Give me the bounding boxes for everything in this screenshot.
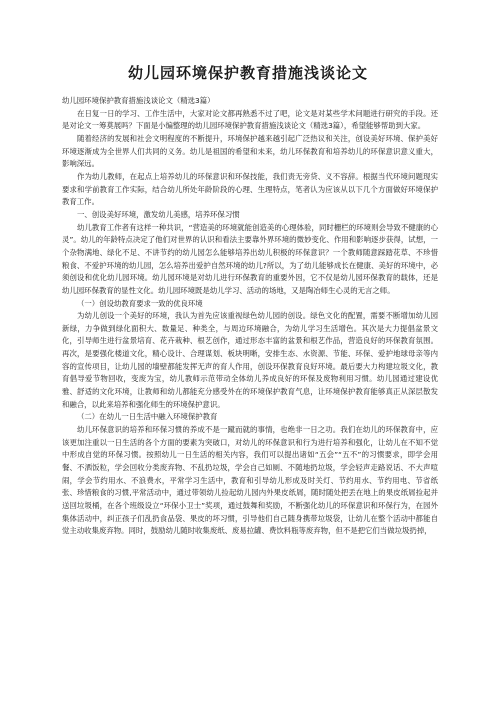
paragraph: 作为幼儿教师，在起点上培养幼儿的环保意识和环保技能，我们责无旁贷、义不容辞。根据当代环境问题现实要求和学前教育工作实际，结合幼儿所处年龄阶段的心理、生理特点，笔者认为应该从以下几个方面做好环境保护教育工作。: [62, 171, 438, 207]
document-body: [62, 95, 438, 538]
document-title: 幼儿园环境保护教育措施浅谈论文: [127, 64, 368, 82]
paragraph: 一、创设美好环境，激发幼儿美感，培养环保习惯: [77, 209, 240, 219]
paragraph: 在日复一日的学习、工作生活中，大家对论文都再熟悉不过了吧，论文是对某些学术问题进行研究的手段。还是对论文一筹莫展吗？下面是小编整理的幼儿园环境保护教育措施浅谈论文（精选3篇），希望能够帮助到大家。: [62, 108, 438, 131]
paragraph: 幼儿园环境保护教育措施浅谈论文（精选3篇）: [62, 96, 215, 105]
paragraph: 幼儿环保意识的培养和环保习惯的养成不是一蹴而就的事情，也绝非一日之功。我们在幼儿的环保教育中，应该更加注重以一日生活的各个方面的要素为突破口，对幼儿的环保意识和行为进行培养和强化，让幼儿在不知不觉中形成自觉的环保习惯。按照幼儿一日生活的相关内容，我们可以提出诸如“五会”“五不”的习惯要求，即学会用餐、不洒饭粒，学会回收分类废弃物、不乱扔垃圾，学会自己如厕、不随地扔垃圾，学会轻声走路说话、不大声喧闹，学会节约用水、不浪费水，平常学习生活中，教育和引导幼儿形成及时关灯、节约用水、节约用电、节省纸张、珍惜粮食的习惯,平常活动中，通过带领幼儿捡起幼儿园内外果皮纸屑，随时随处把丢在地上的果皮纸屑捡起并送回垃圾桶，在各个班级设立“环保小卫士”奖项，通过鼓舞和奖励，不断强化幼儿的环保意识和环保行为，在园外集体活动中，纠正孩子们乱扔食品袋、果皮的坏习惯，引导他们自己随身携带垃圾袋，让幼儿在整个活动中都能自觉主动收集废弃物。同时，鼓励幼儿随时收集废纸、废易拉罐、费饮料瓶等废弃物，但不是把它们当做垃圾扔掉，: [62, 425, 438, 536]
paragraph: 幼儿教育工作者有这样一种共识，“营造美的环境就能创造美的心理体验，同时栅栏的环境则会导致不健康的心灵”。幼儿的年龄特点决定了他们对世界的认识和看法主要靠外界环境的微妙变化、作用和影响逐步获得，试想，一个杂物满地、绿化不足、不讲节约的幼儿园怎么能够培养出幼儿积极的环保意识？一个教师随意踩踏花草、不珍惜粮食、不爱护环境的幼儿园，怎么培养出爱护自然环境的幼儿?所以，为了幼儿能够成长在健康、美好的环境中，必须创设和优化幼儿园环境。幼儿园环境是对幼儿进行环保教育的重要外因，它不仅是幼儿园环保教育的载体，还是幼儿园环保教育的显性文化。幼儿园环境既是幼儿学习、活动的场地，又是陶冶师生心灵的无言之师。: [62, 222, 438, 295]
paragraph: 为幼儿创设一个美好的环境，我认为首先应该重视绿色幼儿园的创设。绿色文化的配置，需要不断增加幼儿园新绿，力争做到绿化面积大、数量足、种类全，与周边环境融合，为幼儿学习生活增色。其次是大力提倡盆景文化，引导师生进行盆景培育、花卉栽种、根艺创作，通过形态丰富的盆景和根艺作品，营造良好的环保教育氛围。再次，是要强化楼道文化，精心设计、合理谋划、板块明晰，安排生态、水资源、节能、环保、爱护地球母亲等内容的宣传项目，让幼儿园的墙壁都能发挥无声的育人作用，创设环保教育良好环境。最后要大力构建垃圾文化，教育倡导爱节物回收，变废为宝，幼儿教师示范带动全体幼儿养成良好的环保及废物利用习惯。幼儿园通过建设优雅、舒适的文化环境，让教师和幼儿都能充分感受外在的环境保护教育气息，让环境保护教育能够真正从深层散发和融合，以此来培养和强化师生的环境保护意识。: [62, 311, 438, 409]
paragraph: （二）在幼儿一日生活中融入环境保护教育: [77, 412, 218, 422]
paragraph: （一）创设幼教育要求一致的优良环境: [77, 298, 203, 308]
paragraph: 随着经济的发展和社会文明程度的不断提升，环境保护越来越引起广泛热议和关注，创设美好环境、保护美好环境逐渐成为全世界人们共同的义务。幼儿是祖国的希望和未来，幼儿环保教育和培养幼儿的环保意识意义重大，影响深远。: [62, 133, 438, 169]
